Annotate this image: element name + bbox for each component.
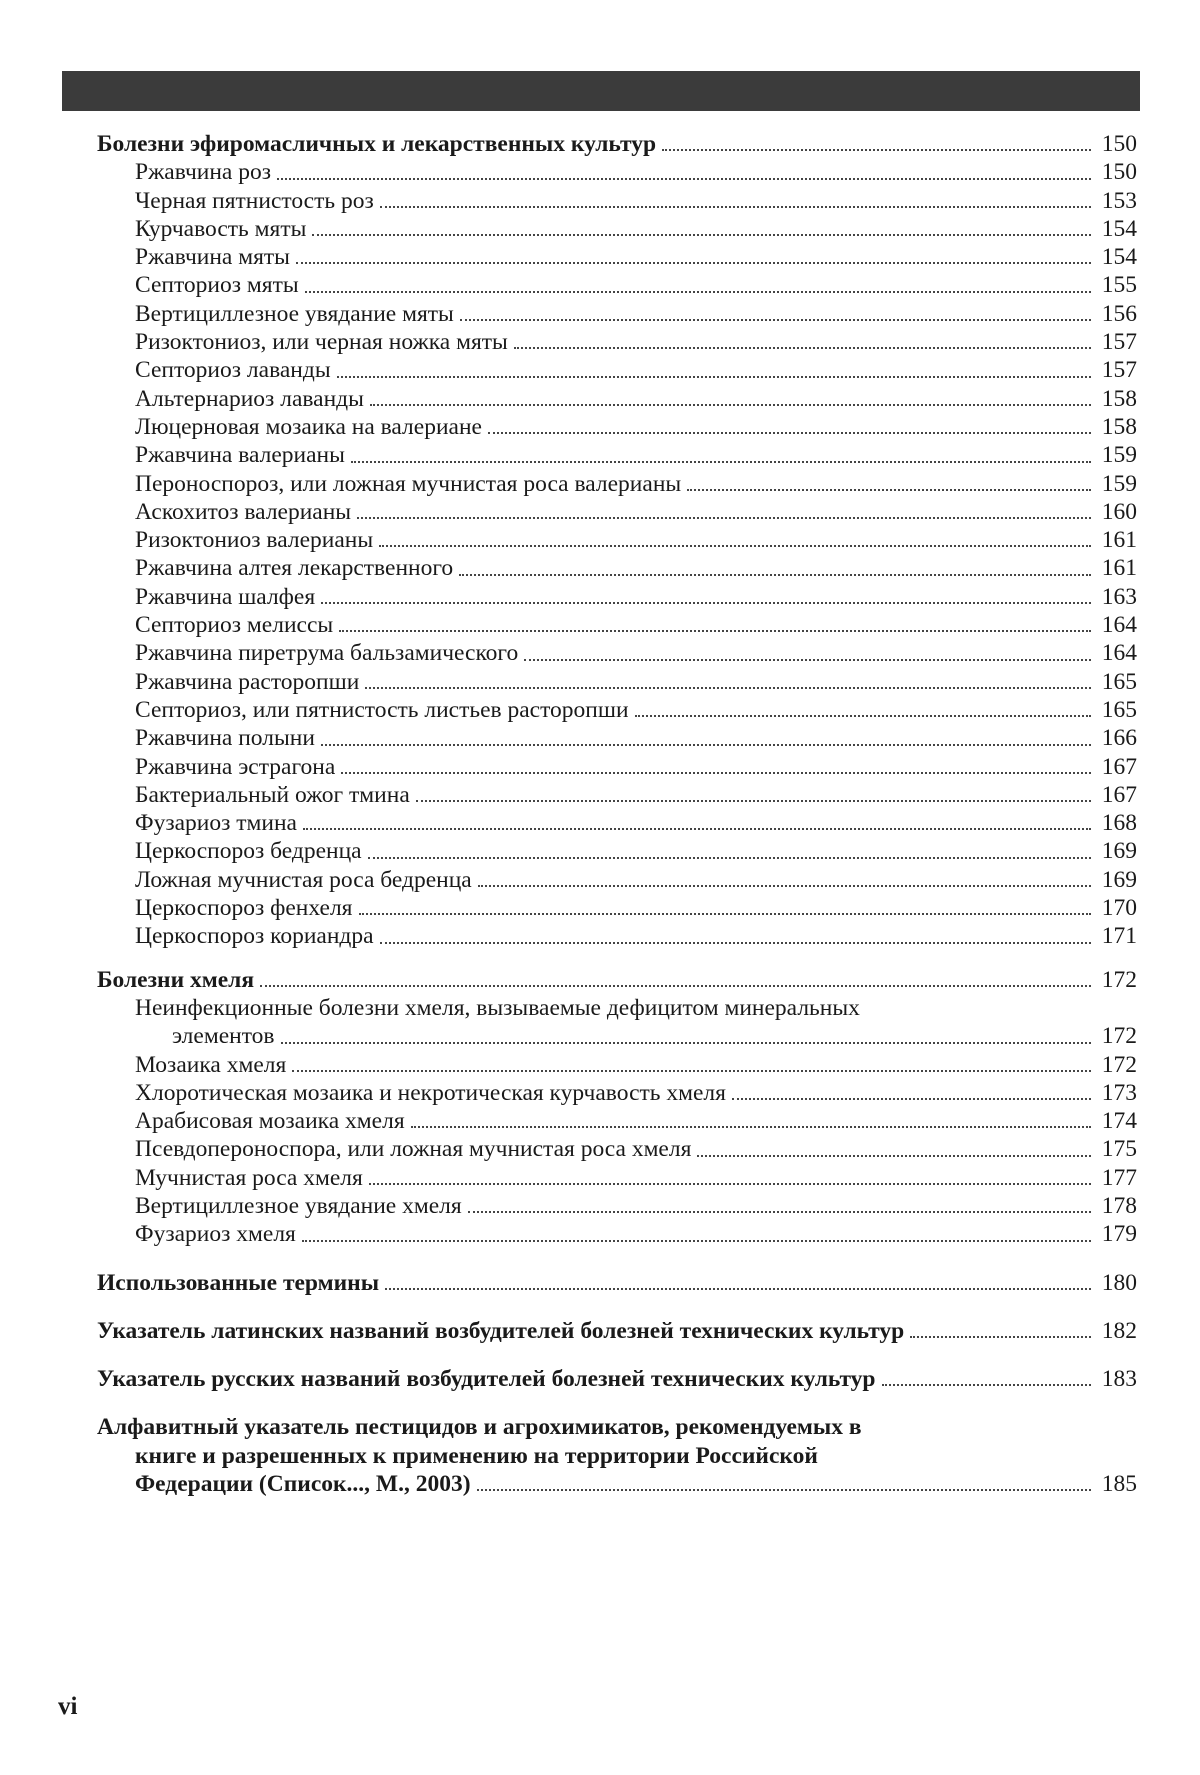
toc-pesticides-line2[interactable]: книге и разрешенных к применению на территории Российской <box>135 1442 818 1469</box>
toc-title: Вертициллезное увядание мяты <box>135 300 454 327</box>
toc-item[interactable] <box>97 809 1137 837</box>
toc-title: Ржавчина роз <box>135 159 271 186</box>
dot-leader <box>379 545 1091 547</box>
toc-item[interactable] <box>97 781 1137 809</box>
toc-page: 150 <box>1101 159 1137 186</box>
dot-leader <box>341 772 1091 774</box>
dot-leader <box>321 602 1091 604</box>
toc-russian-index[interactable] <box>97 1365 1137 1393</box>
toc-item[interactable] <box>97 668 1137 696</box>
toc-item[interactable] <box>97 271 1137 299</box>
dot-leader <box>260 985 1091 987</box>
toc-title: Фузариоз тмина <box>135 810 297 837</box>
toc-section-heading[interactable] <box>97 966 1137 994</box>
dot-leader <box>459 574 1091 576</box>
toc-page: 180 <box>1101 1269 1137 1296</box>
toc-title: Черная пятнистость роз <box>135 187 374 214</box>
toc-title: Ризоктониоз, или черная ножка мяты <box>135 329 508 356</box>
toc-item[interactable] <box>97 1022 1137 1050</box>
toc-page: 165 <box>1101 696 1137 723</box>
toc-title: Болезни хмеля <box>97 966 255 993</box>
toc-page: 167 <box>1101 781 1137 808</box>
toc-page: 157 <box>1101 329 1137 356</box>
toc-title: Ржавчина полыни <box>135 725 315 752</box>
toc-page: 155 <box>1101 272 1137 299</box>
dot-leader <box>477 1489 1091 1491</box>
toc-title: Бактериальный ожог тмина <box>135 781 410 808</box>
toc-title: Болезни эфиромасличных и лекарственных культур <box>97 131 657 157</box>
dot-leader <box>478 885 1091 887</box>
toc-item[interactable] <box>97 526 1137 554</box>
dot-leader <box>321 744 1091 746</box>
toc-page: 174 <box>1101 1108 1137 1135</box>
toc-title: Использованные термины <box>97 1269 380 1296</box>
dot-leader <box>312 234 1091 236</box>
dot-leader <box>514 347 1091 349</box>
dot-leader <box>468 1211 1091 1213</box>
dot-leader <box>910 1336 1091 1338</box>
toc-page: 169 <box>1101 838 1137 865</box>
toc-pesticides[interactable] <box>97 1470 1137 1498</box>
dot-leader <box>296 262 1091 264</box>
dot-leader <box>697 1155 1091 1157</box>
toc-title: Ризоктониоз валерианы <box>135 527 374 554</box>
dot-leader <box>524 659 1091 661</box>
toc-page: 170 <box>1101 895 1137 922</box>
dot-leader <box>303 828 1091 830</box>
toc-item[interactable] <box>97 498 1137 526</box>
toc-page: 159 <box>1101 442 1137 469</box>
toc-item[interactable] <box>97 753 1137 781</box>
toc-title: Псевдопероноспора, или ложная мучнистая роса хмеля <box>135 1136 692 1163</box>
toc-item[interactable] <box>97 1079 1137 1107</box>
toc-item[interactable] <box>97 866 1137 894</box>
toc-item[interactable] <box>97 470 1137 498</box>
toc-item[interactable] <box>97 1107 1137 1135</box>
toc-page: 153 <box>1101 187 1137 214</box>
toc-title: Ложная мучнистая роса бедренца <box>135 866 472 893</box>
toc-item[interactable] <box>97 356 1137 384</box>
toc-page: 164 <box>1101 612 1137 639</box>
toc-title: Указатель русских названий возбудителей болезней технических культур <box>97 1366 876 1393</box>
toc-title: Федерации (Список..., М., 2003) <box>135 1471 471 1498</box>
toc-page: 158 <box>1101 385 1137 412</box>
toc-item[interactable] <box>97 554 1137 582</box>
toc-title: Арабисовая мозаика хмеля <box>135 1108 405 1135</box>
toc-page: 172 <box>1101 966 1137 993</box>
toc-title: Мучнистая роса хмеля <box>135 1164 363 1191</box>
dot-leader <box>339 630 1091 632</box>
toc-title: Церкоспороз кориандра <box>135 923 374 950</box>
toc-page: 159 <box>1101 470 1137 497</box>
toc-page: 185 <box>1101 1471 1137 1498</box>
toc-title: Ржавчина шалфея <box>135 583 316 610</box>
toc-item[interactable] <box>97 243 1137 271</box>
toc-page: 160 <box>1101 498 1137 525</box>
toc-page: 172 <box>1101 1023 1137 1050</box>
toc-page: 169 <box>1101 866 1137 893</box>
dot-leader <box>460 319 1091 321</box>
toc-pesticides-line1[interactable]: Алфавитный указатель пестицидов и агрохимикатов, рекомендуемых в <box>97 1414 862 1441</box>
toc-page: 164 <box>1101 640 1137 667</box>
toc-title: элементов <box>172 1023 275 1050</box>
toc-title: Фузариоз хмеля <box>135 1221 296 1248</box>
toc-title: Септориоз мелиссы <box>135 612 334 639</box>
dot-leader <box>337 376 1091 378</box>
dot-leader <box>488 432 1091 434</box>
toc-title: Церкоспороз бедренца <box>135 838 362 865</box>
dot-leader <box>662 149 1091 151</box>
toc-title: Септориоз лаванды <box>135 357 331 384</box>
toc-item[interactable] <box>97 922 1137 950</box>
dot-leader <box>302 1240 1091 1242</box>
toc-title: Вертициллезное увядание хмеля <box>135 1192 462 1219</box>
toc-page: 179 <box>1101 1221 1137 1248</box>
page-number: vi <box>58 1693 78 1720</box>
toc-item[interactable] <box>97 385 1137 413</box>
toc-title: Септориоз мяты <box>135 272 299 299</box>
toc-item[interactable] <box>97 1192 1137 1220</box>
toc-title: Ржавчина эстрагона <box>135 753 336 780</box>
toc-item[interactable] <box>97 696 1137 724</box>
dot-leader <box>380 942 1091 944</box>
table-of-contents <box>97 130 1137 1498</box>
toc-title: Хлоротическая мозаика и некротическая курчавость хмеля <box>135 1079 726 1106</box>
toc-item[interactable] <box>97 441 1137 469</box>
toc-page: 182 <box>1101 1317 1137 1344</box>
toc-title: Люцерновая мозаика на валериане <box>135 413 482 440</box>
toc-item[interactable] <box>97 1051 1137 1079</box>
dot-leader <box>357 517 1091 519</box>
toc-page: 175 <box>1101 1136 1137 1163</box>
toc-item[interactable] <box>97 328 1137 356</box>
toc-item[interactable] <box>97 724 1137 752</box>
toc-page: 157 <box>1101 357 1137 384</box>
toc-page: 156 <box>1101 300 1137 327</box>
toc-item[interactable] <box>97 158 1137 186</box>
toc-latin-index[interactable] <box>97 1317 1137 1345</box>
dot-leader <box>359 913 1092 915</box>
toc-page: 168 <box>1101 810 1137 837</box>
toc-item[interactable] <box>97 894 1137 922</box>
dot-leader <box>368 857 1091 859</box>
toc-page: 158 <box>1101 413 1137 440</box>
dot-leader <box>351 461 1091 463</box>
toc-page: 173 <box>1101 1079 1137 1106</box>
dot-leader <box>882 1384 1091 1386</box>
toc-page: 178 <box>1101 1192 1137 1219</box>
toc-page: 167 <box>1101 753 1137 780</box>
toc-section-heading[interactable] <box>97 130 1137 158</box>
toc-page: 177 <box>1101 1164 1137 1191</box>
toc-title: Аскохитоз валерианы <box>135 498 352 525</box>
toc-title: Ржавчина валерианы <box>135 442 345 469</box>
dot-leader <box>281 1042 1091 1044</box>
dot-leader <box>380 206 1091 208</box>
toc-title: Ржавчина пиретрума бальзамического <box>135 640 519 667</box>
toc-item[interactable] <box>97 583 1137 611</box>
toc-title: Ржавчина расторопши <box>135 668 360 695</box>
toc-terms[interactable] <box>97 1269 1137 1297</box>
dot-leader <box>416 800 1091 802</box>
dot-leader <box>411 1126 1091 1128</box>
toc-title: Церкоспороз фенхеля <box>135 895 353 922</box>
toc-title: Септориоз, или пятнистость листьев расторопши <box>135 696 629 723</box>
dot-leader <box>369 1183 1091 1185</box>
toc-page: 154 <box>1101 244 1137 271</box>
toc-title: Указатель латинских названий возбудителей болезней технических культур <box>97 1317 905 1344</box>
toc-page: 171 <box>1101 923 1137 950</box>
toc-item[interactable] <box>97 1135 1137 1163</box>
dot-leader <box>365 687 1091 689</box>
toc-page: 163 <box>1101 583 1137 610</box>
dot-leader <box>305 291 1091 293</box>
toc-item-line[interactable]: Неинфекционные болезни хмеля, вызываемые дефицитом минеральных <box>135 994 860 1021</box>
dot-leader <box>292 1070 1091 1072</box>
toc-page: 165 <box>1101 668 1137 695</box>
toc-title: Ржавчина алтея лекарственного <box>135 555 454 582</box>
toc-item[interactable] <box>97 300 1137 328</box>
toc-item[interactable] <box>97 187 1137 215</box>
toc-page: 161 <box>1101 527 1137 554</box>
toc-title: Ржавчина мяты <box>135 244 290 271</box>
toc-item[interactable] <box>97 1164 1137 1192</box>
toc-item[interactable] <box>97 639 1137 667</box>
dot-leader <box>385 1288 1091 1290</box>
toc-page: 172 <box>1101 1051 1137 1078</box>
header-bar <box>62 71 1140 111</box>
toc-item[interactable] <box>97 837 1137 865</box>
dot-leader <box>635 715 1091 717</box>
toc-item[interactable] <box>97 215 1137 243</box>
toc-item[interactable] <box>97 413 1137 441</box>
dot-leader <box>370 404 1091 406</box>
dot-leader <box>732 1098 1091 1100</box>
toc-page: 161 <box>1101 555 1137 582</box>
toc-title: Мозаика хмеля <box>135 1051 287 1078</box>
toc-title: Пероноспороз, или ложная мучнистая роса валерианы <box>135 470 682 497</box>
toc-page: 150 <box>1101 131 1137 157</box>
dot-leader <box>687 489 1091 491</box>
toc-page: 183 <box>1101 1366 1137 1393</box>
toc-title: Курчавость мяты <box>135 215 307 242</box>
dot-leader <box>277 178 1091 180</box>
toc-item[interactable] <box>97 611 1137 639</box>
toc-title: Альтернариоз лаванды <box>135 385 364 412</box>
toc-item[interactable] <box>97 1220 1137 1248</box>
toc-page: 154 <box>1101 215 1137 242</box>
toc-page: 166 <box>1101 725 1137 752</box>
